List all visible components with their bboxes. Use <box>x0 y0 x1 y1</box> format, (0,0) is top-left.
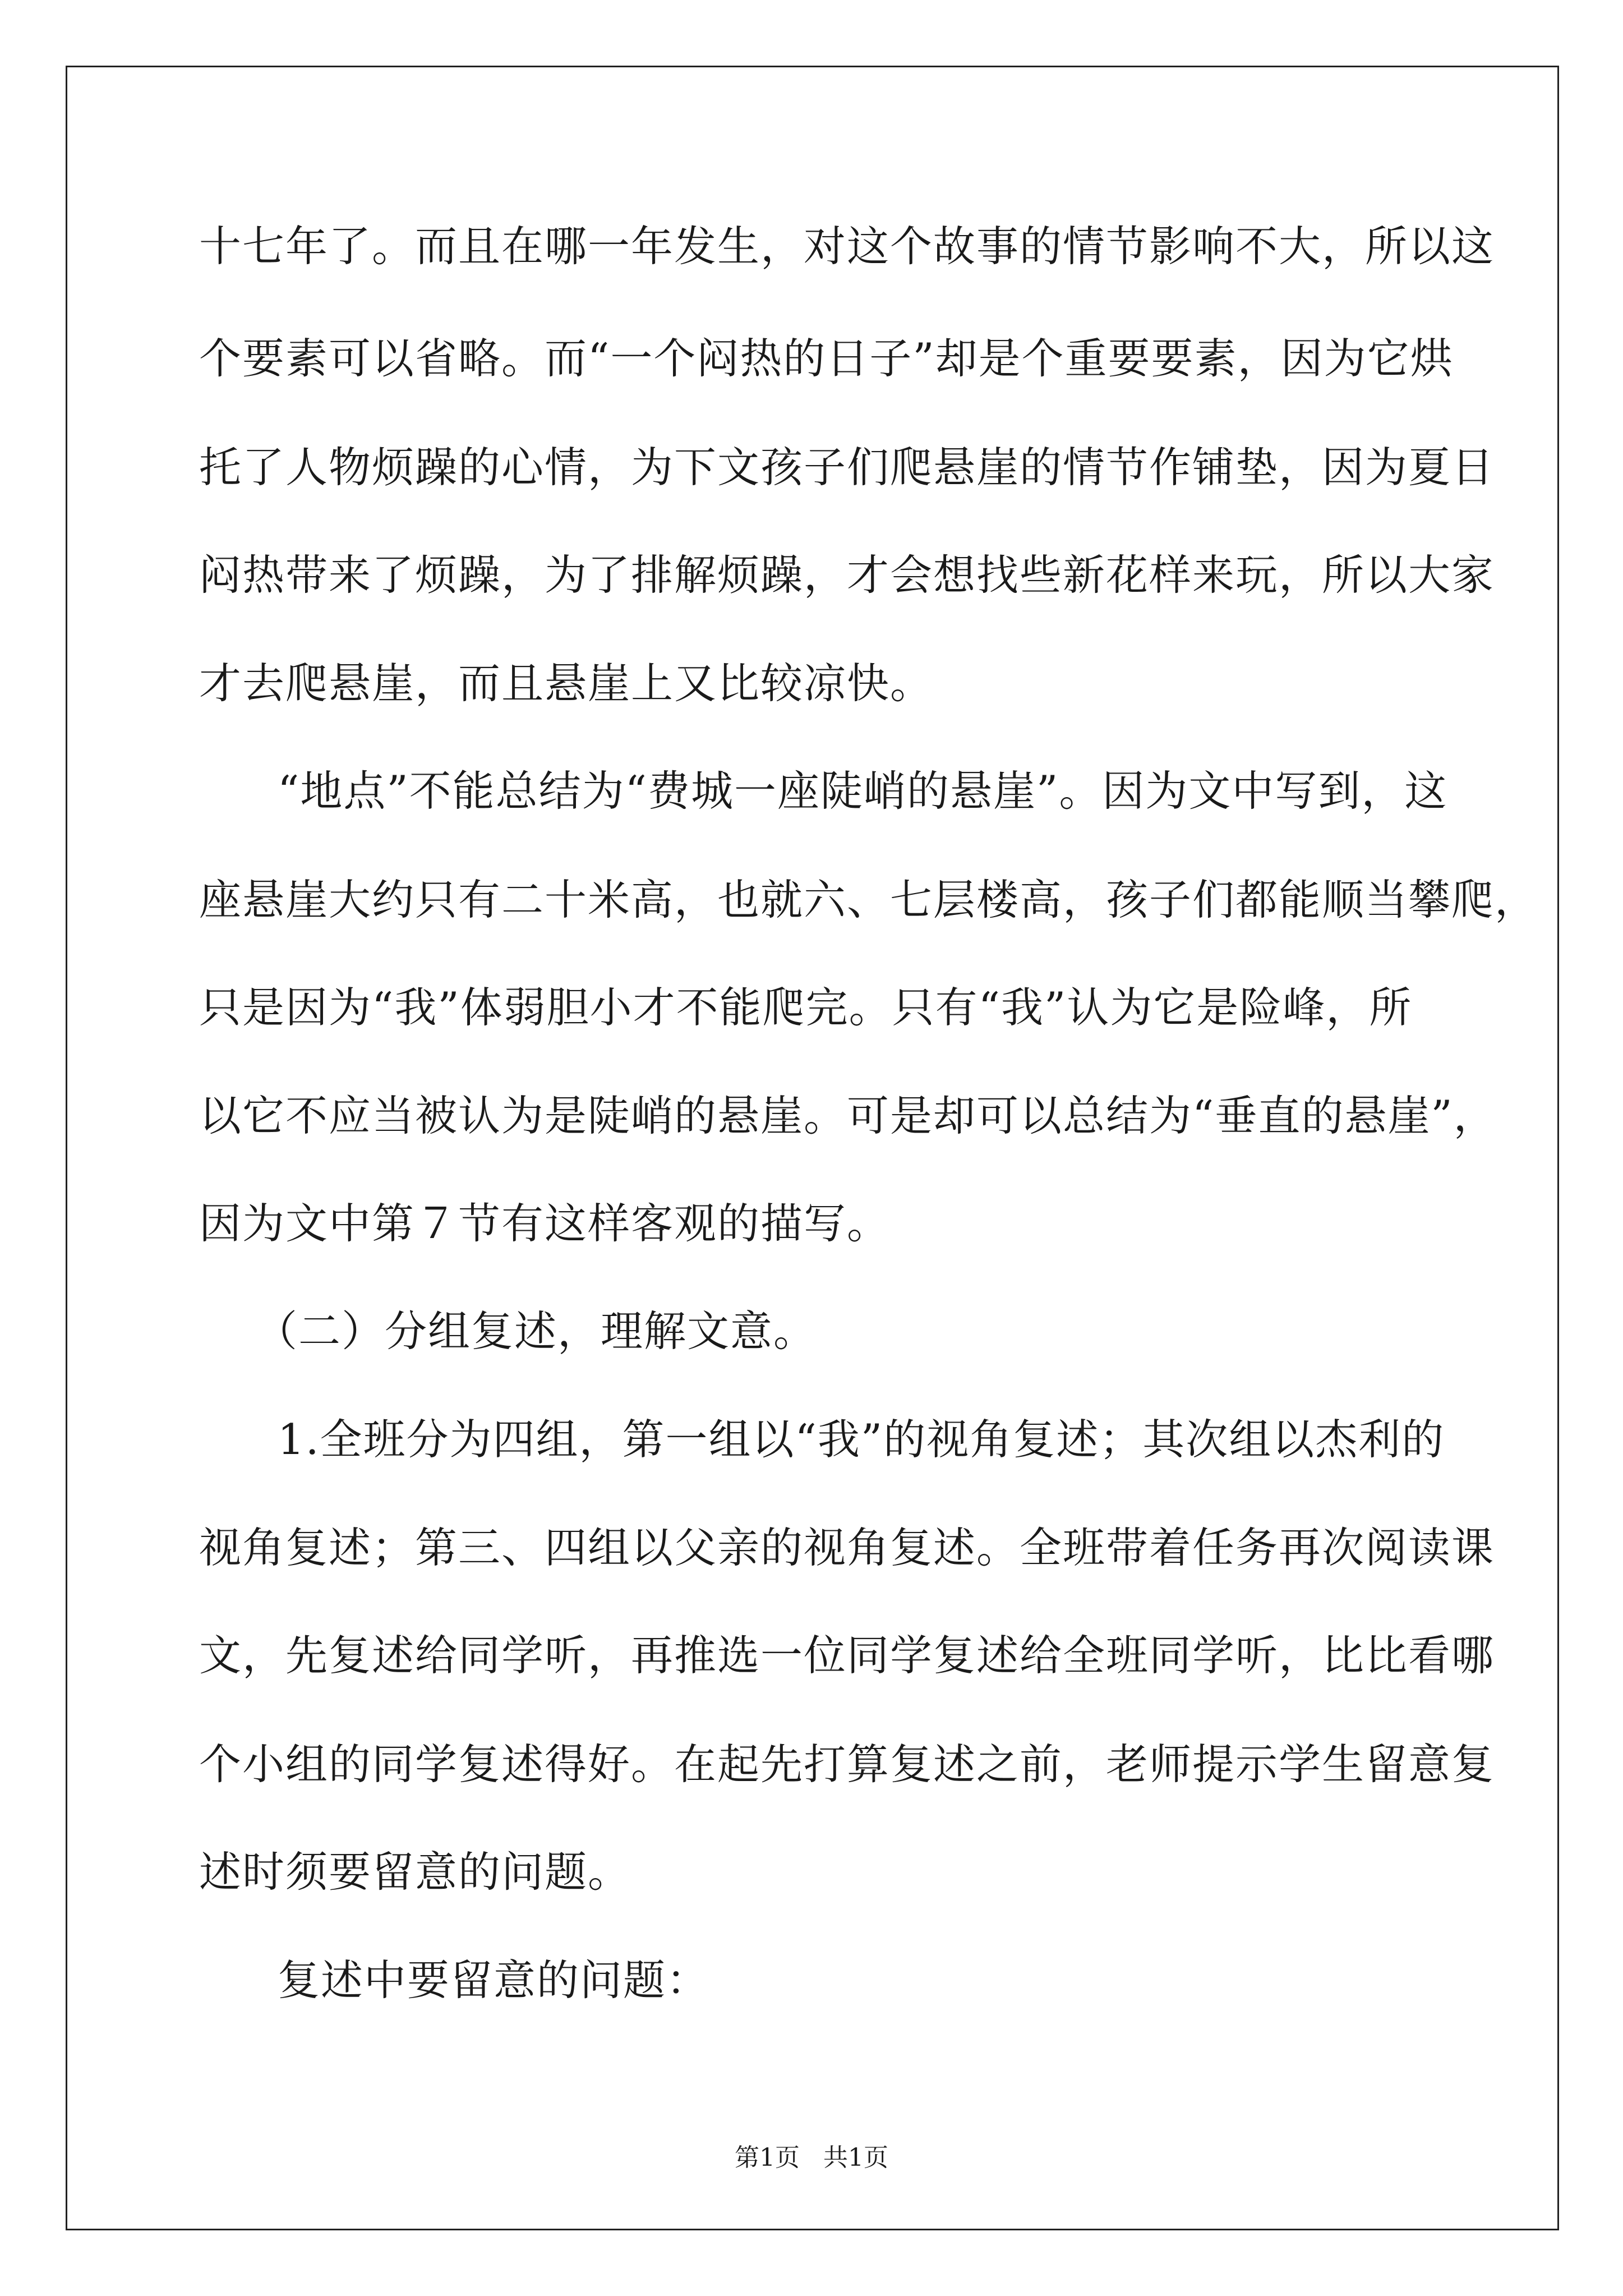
body-text-line: 十七年了。而且在哪一年发生，对这个故事的情节影响不大，所以这 <box>199 222 1495 271</box>
body-text-line: 个要素可以省略。而“一个闷热的日子”却是个重要要素，因为它烘 <box>199 334 1454 383</box>
body-text-line: 复述中要留意的问题： <box>278 1955 710 2005</box>
page-border <box>66 66 1559 2230</box>
body-text-line: 个小组的同学复述得好。在起先打算复述之前，老师提示学生留意复 <box>199 1740 1495 1789</box>
body-text-line: 只是因为“我”体弱胆小才不能爬完。只有“我”认为它是险峰，所 <box>199 983 1413 1032</box>
body-text-line: 视角复述；第三、四组以父亲的视角复述。全班带着任务再次阅读课 <box>199 1523 1495 1572</box>
body-text-line: 述时须要留意的问题。 <box>199 1847 631 1897</box>
body-text-line: 才去爬悬崖，而且悬崖上又比较凉快。 <box>199 659 934 708</box>
body-text-line: 托了人物烦躁的心情，为下文孩子们爬悬崖的情节作铺垫，因为夏日 <box>199 443 1495 492</box>
body-text-line: 座悬崖大约只有二十米高，也就六、七层楼高，孩子们都能顺当攀爬， <box>199 875 1538 924</box>
body-text-line: “地点”不能总结为“费城一座陡峭的悬崖”。因为文中写到，这 <box>278 766 1448 816</box>
body-text-line: 闷热带来了烦躁，为了排解烦躁，才会想找些新花样来玩，所以大家 <box>199 550 1495 600</box>
section-heading: （二）分组复述，理解文意。 <box>255 1306 817 1356</box>
body-text-line: 1.全班分为四组，第一组以“我”的视角复述；其次组以杰利的 <box>278 1415 1445 1464</box>
body-text-line: 以它不应当被认为是陡峭的悬崖。可是却可以总结为“垂直的悬崖”， <box>199 1091 1497 1140</box>
page-footer: 第1页 共1页 <box>735 2143 888 2172</box>
body-text-line: 因为文中第７节有这样客观的描写。 <box>199 1199 891 1248</box>
body-text-line: 文，先复述给同学听，再推选一位同学复述给全班同学听，比比看哪 <box>199 1631 1495 1680</box>
